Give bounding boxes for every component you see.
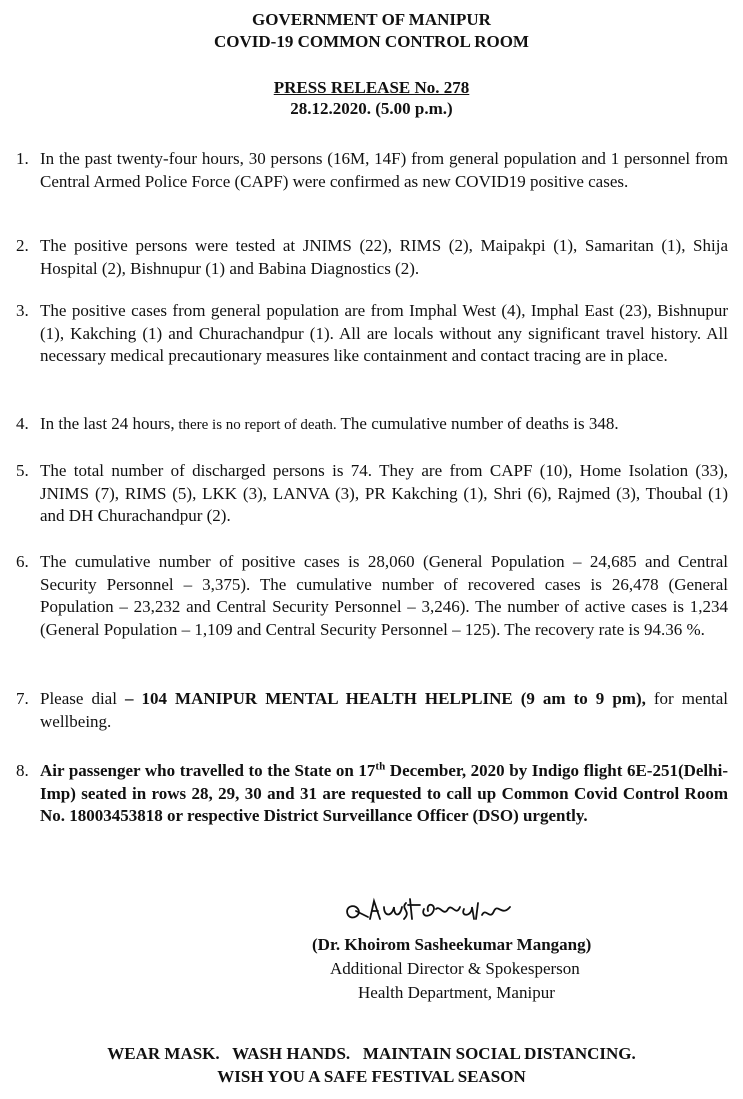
item-text-part: for mental wellbeing.: [40, 689, 728, 731]
list-item: [16, 235, 728, 280]
item-text: The positive cases from general population are from Imphal West (4), Imphal East (23), Bishnupur (1), Kakching (1) and Churachandpur (1). All are locals without any significant travel history. All necessary medical precautionary measures like containment and contact tracing are in place.: [40, 301, 728, 366]
item-text-part: Please dial: [40, 689, 125, 708]
header-control-room: COVID-19 COMMON CONTROL ROOM: [214, 32, 529, 51]
item-text-part: The cumulative number of deaths is 348.: [336, 414, 619, 433]
item-text-part: In the last 24 hours,: [40, 414, 175, 433]
signatory-name: (Dr. Khoirom Sasheekumar Mangang): [312, 935, 592, 954]
press-release-number: PRESS RELEASE No. 278: [273, 78, 470, 97]
list-item: [16, 300, 728, 368]
item-text: In the past twenty-four hours, 30 persons (16M, 14F) from general population and 1 personnel from Central Armed Police Force (CAPF) were confirmed as new COVID19 positive cases.: [40, 149, 728, 191]
item-text: [40, 688, 728, 733]
item-number: 5.: [16, 461, 29, 480]
header-government: GOVERNMENT OF MANIPUR: [252, 10, 491, 29]
item-number: 2.: [16, 236, 29, 255]
item-text: [40, 413, 728, 437]
item-text-part: Air passenger who travelled to the State on 17: [40, 761, 376, 780]
list-item: [16, 688, 728, 733]
item-number: 6.: [16, 552, 29, 571]
item-text: [40, 760, 728, 828]
list-item: [16, 413, 728, 437]
signatory-department: Health Department, Manipur: [358, 983, 555, 1002]
press-release-date: 28.12.2020. (5.00 p.m.): [290, 99, 453, 118]
item-text: The cumulative number of positive cases is 28,060 (General Population – 24,685 and Central Security Personnel – 3,375). The cumulative number of recovered cases is 26,478 (General Population – 23,232 and Central Security Personnel – 3,246). The number of active cases is 1,234 (General Population – 1,109 and Central Security Personnel – 125). The recovery rate is 94.36 %.: [40, 552, 728, 639]
superscript: th: [375, 760, 386, 773]
helpline-text: – 104 MANIPUR MENTAL HEALTH HELPLINE (9 am to 9 pm),: [124, 689, 646, 708]
list-item: [16, 460, 728, 528]
item-number: 3.: [16, 301, 29, 320]
item-text-part: December, 2020 by Indigo flight 6E-251(Delhi-Imp) seated in rows 28, 29, 30 and 31 are requested to call up Common Covid Control Room No. 18003453818 or respective District Surveillance Officer (DSO) urgently.: [40, 761, 728, 826]
list-item: [16, 551, 728, 641]
signature: [340, 893, 560, 929]
list-item: [16, 148, 728, 193]
footer-wish: WISH YOU A SAFE FESTIVAL SEASON: [217, 1067, 526, 1086]
list-item: [16, 760, 728, 828]
footer-slogan: WEAR MASK. WASH HANDS. MAINTAIN SOCIAL DISTANCING.: [107, 1044, 636, 1063]
item-number: 8.: [16, 761, 29, 780]
item-number: 7.: [16, 689, 29, 708]
item-number: 1.: [16, 149, 29, 168]
item-text: The positive persons were tested at JNIMS (22), RIMS (2), Maipakpi (1), Samaritan (1), Shija Hospital (2), Bishnupur (1) and Babina Diagnostics (2).: [40, 236, 728, 278]
item-text: The total number of discharged persons is 74. They are from CAPF (10), Home Isolation (33), JNIMS (7), RIMS (5), LKK (3), LANVA (3), PR Kakching (1), Shri (6), Rajmed (3), Thoubal (1) and DH Churachandpur (2).: [40, 461, 728, 526]
item-text-part: there is no report of death.: [174, 417, 337, 433]
item-number: 4.: [16, 414, 29, 433]
signatory-designation: Additional Director & Spokesperson: [330, 959, 580, 978]
